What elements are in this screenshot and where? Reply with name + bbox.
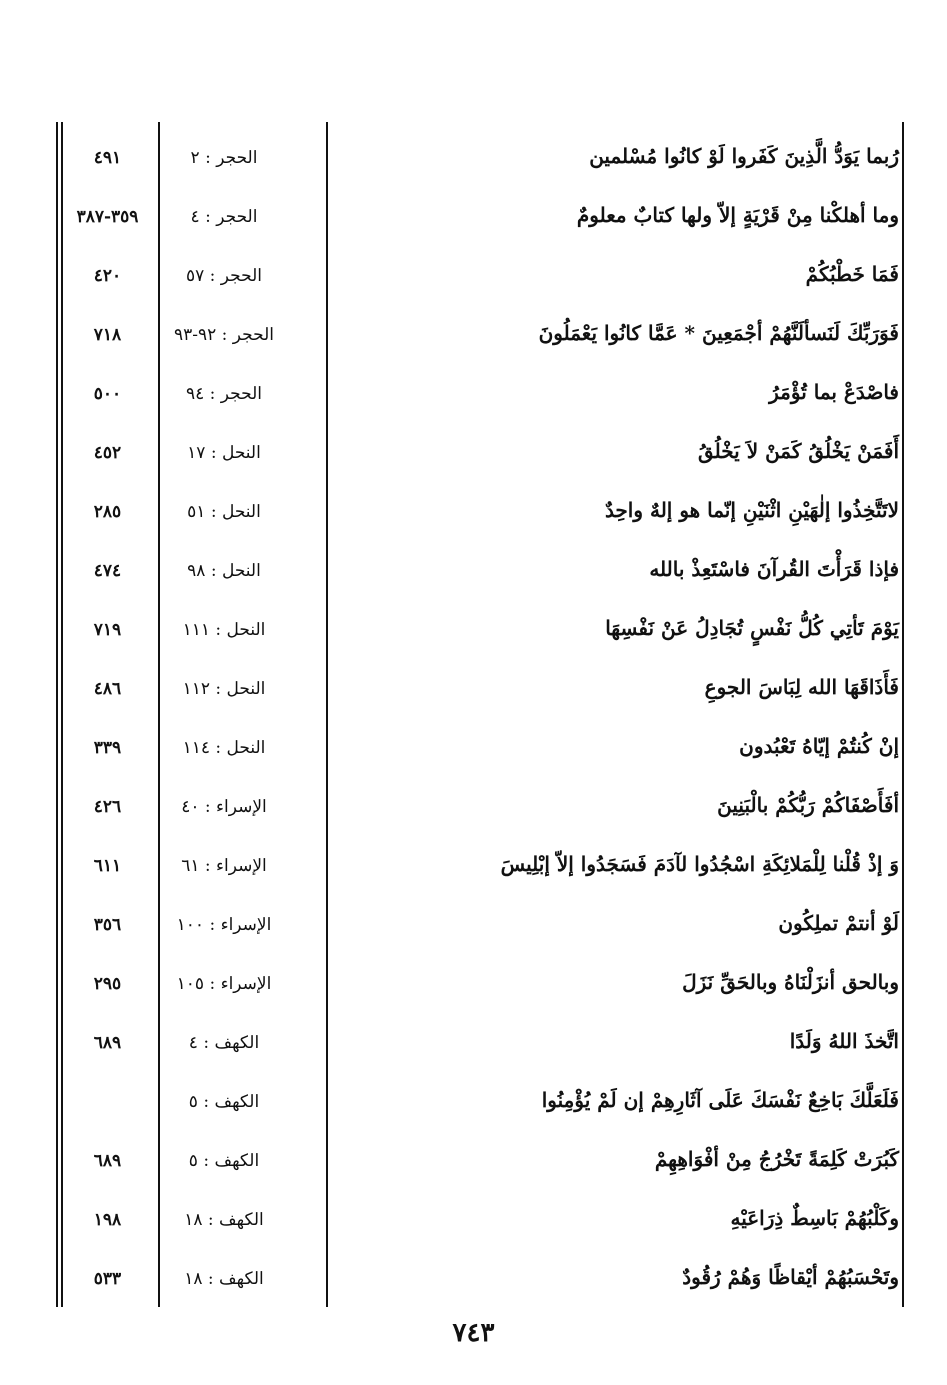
page-reference: ٦٨٩ xyxy=(93,1151,122,1171)
page-reference: ٤٩١ xyxy=(93,148,122,168)
surah-reference: الإسراء : ٤٠ xyxy=(181,797,267,817)
rule-page-ref xyxy=(158,122,160,1307)
surah-reference: الكهف : ٤ xyxy=(188,1033,260,1053)
verse-text: فإذا قَرَأْتَ القُرآنَ فاسْتَعِذْ بالله xyxy=(649,557,899,581)
table-row xyxy=(0,1143,947,1183)
table-row xyxy=(0,494,947,534)
surah-reference: الكهف : ١٨ xyxy=(184,1269,264,1289)
verse-text: يَوْمَ تَأتِي كُلُّ نَفْسٍ تُجَادِلُ عَنْ نَفْسِهَا xyxy=(605,616,899,640)
verse-text: فَأَذَاقَهَا الله لِبَاسَ الجوعِ xyxy=(704,675,899,699)
table-row xyxy=(0,1202,947,1242)
verse-text: أفَأَصْفَاكُمْ رَبُّكُمْ بالْبَنِينَ xyxy=(717,793,899,817)
surah-reference: النحل : ٥١ xyxy=(187,502,261,522)
table-row xyxy=(0,376,947,416)
page-reference: ٧١٩ xyxy=(93,620,122,640)
table-row xyxy=(0,1025,947,1065)
page-reference: ٥٠٠ xyxy=(93,384,122,404)
rule-left-inner xyxy=(61,122,63,1307)
surah-reference: الحجر : ٢ xyxy=(190,148,258,168)
surah-reference: النحل : ١١٤ xyxy=(182,738,266,758)
page-reference: ٤٧٤ xyxy=(93,561,122,581)
surah-reference: النحل : ٩٨ xyxy=(187,561,261,581)
verse-text: لَوْ أنتمْ تملِكُون xyxy=(778,911,899,935)
table-row xyxy=(0,907,947,947)
verse-text: وبالحق أنزَلْنَاهُ وبالحَقِّ نَزَلَ xyxy=(682,970,899,994)
verse-text: وتَحْسَبُهُمْ أيْقاظًا وَهُمْ رُقُودٌ xyxy=(682,1265,899,1289)
surah-reference: الكهف : ١٨ xyxy=(184,1210,264,1230)
rule-left-outer xyxy=(56,122,58,1307)
table-row xyxy=(0,1261,947,1301)
page-reference: ٤٢٦ xyxy=(93,797,122,817)
rule-right xyxy=(902,122,904,1307)
verse-text: اتَّخذَ اللهُ وَلَدًا xyxy=(789,1029,899,1053)
surah-reference: الحجر : ٥٧ xyxy=(185,266,263,286)
page-reference: ٦٨٩ xyxy=(93,1033,122,1053)
verse-text: وما أهلكْنا مِنْ قَرْيَةٍ إلاّ ولها كتابٌ معلومٌ xyxy=(576,203,899,227)
verse-text: وكَلْبُهُمْ بَاسِطٌ ذِرَاعَيْهِ xyxy=(730,1206,899,1230)
table-row xyxy=(0,317,947,357)
surah-reference: الكهف : ٥ xyxy=(188,1092,260,1112)
table-row xyxy=(0,435,947,475)
page-reference: ٤٨٦ xyxy=(93,679,122,699)
table-row xyxy=(0,258,947,298)
table-row xyxy=(0,966,947,1006)
surah-reference: الإسراء : ٦١ xyxy=(181,856,267,876)
table-row xyxy=(0,553,947,593)
surah-reference: الإسراء : ١٠٥ xyxy=(176,974,272,994)
page-reference: ٦١١ xyxy=(93,856,122,876)
table-row xyxy=(0,671,947,711)
surah-reference: النحل : ١١١ xyxy=(182,620,266,640)
page-reference: ٢٩٥ xyxy=(93,974,122,994)
page-reference: ٣٥٦ xyxy=(93,915,122,935)
surah-reference: النحل : ١٧ xyxy=(187,443,261,463)
surah-reference: الحجر : ٤ xyxy=(190,207,258,227)
surah-reference: الكهف : ٥ xyxy=(188,1151,260,1171)
verse-text: فَوَرَبِّكَ لَنَسألَنَّهُمْ أجْمَعِينَ * عَمَّا كانُوا يَعْمَلُونَ xyxy=(538,321,899,345)
surah-reference: النحل : ١١٢ xyxy=(182,679,266,699)
table-row xyxy=(0,848,947,888)
verse-text: رُبما يَوَدُّ الَّذِينَ كَفَروا لَوْ كانُوا مُسْلمين xyxy=(589,144,899,168)
table-row xyxy=(0,612,947,652)
page-reference: ٤٥٢ xyxy=(93,443,122,463)
table-row xyxy=(0,1084,947,1124)
verse-text: إنْ كُنتُمْ إيّاهُ تَعْبُدون xyxy=(739,734,899,758)
surah-reference: الحجر : ٩٤ xyxy=(185,384,263,404)
page-reference: ٣٣٩ xyxy=(93,738,122,758)
verse-text: فَمَا خَطْبُكُمْ xyxy=(805,262,899,286)
page-reference: ١٩٨ xyxy=(93,1210,122,1230)
verse-text: لاتَتَّخِذُوا إلٰهَيْنِ اثْنَيْنِ إنّما هو إلهٌ واحِدٌ xyxy=(604,498,899,522)
page-reference: ٧١٨ xyxy=(93,325,122,345)
verse-text: فاصْدَعْ بما تُؤْمَرُ xyxy=(769,380,899,404)
page-reference: ٥٣٣ xyxy=(93,1269,122,1289)
verse-text: كَبُرَتْ كَلِمَةً تَخْرُجُ مِنْ أفْوَاهِهِمْ xyxy=(654,1147,899,1171)
table-row xyxy=(0,730,947,770)
page-number: ٧٤٣ xyxy=(452,1318,495,1348)
verse-text: أَفَمَنْ يَخْلُقُ كَمَنْ لاَ يَخْلُقُ xyxy=(697,439,899,463)
table-row xyxy=(0,789,947,829)
surah-reference: الحجر : ٩٢-٩٣ xyxy=(173,325,275,345)
verse-text: وَ إذْ قُلْنا لِلْمَلائِكَةِ اسْجُدُوا لآدَمَ فَسَجَدُوا إلاّ إبْلِيسَ xyxy=(500,852,899,876)
verse-text: فَلَعَلَّكَ بَاخِعٌ نَفْسَكَ عَلَى آثَارِهِمْ إن لَمْ يُؤْمِنُوا xyxy=(541,1088,899,1112)
rule-ref-verse xyxy=(326,122,328,1307)
table-row xyxy=(0,140,947,180)
table-row xyxy=(0,199,947,239)
page-reference: ٤٢٠ xyxy=(93,266,122,286)
page-reference: ٢٨٥ xyxy=(93,502,122,522)
surah-reference: الإسراء : ١٠٠ xyxy=(176,915,272,935)
page-reference: ٣٥٩-٣٨٧ xyxy=(76,207,139,227)
